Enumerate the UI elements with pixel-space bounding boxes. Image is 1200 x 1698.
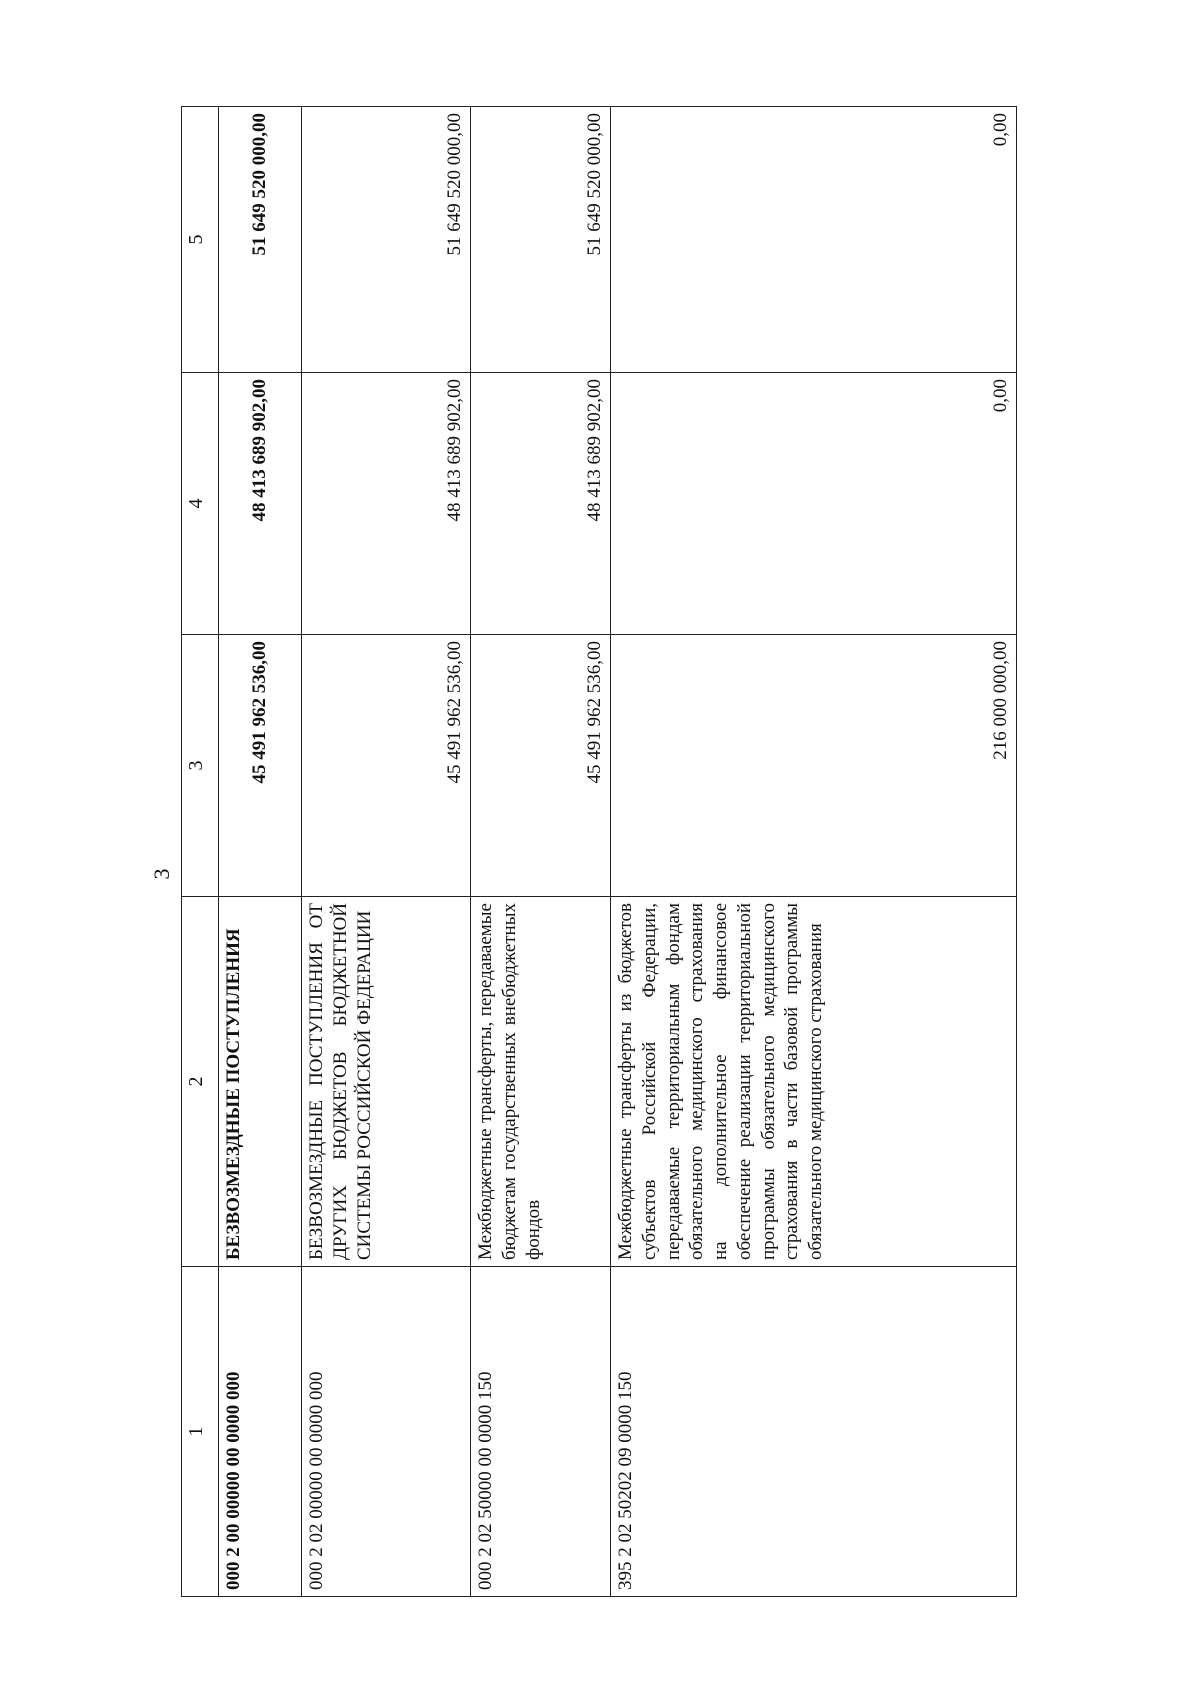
- row-amount-col4: 48 413 689 902,00: [471, 373, 611, 635]
- row-name: Межбюджетные трансферты, передаваемые бюджетам государственных внебюджетных фондов: [471, 897, 611, 1267]
- budget-table: [181, 106, 1017, 1597]
- row-amount-col3: 216 000 000,00: [611, 635, 1017, 897]
- row-amount-col5: 0,00: [611, 107, 1017, 373]
- column-header: 3: [182, 635, 219, 897]
- page-number: 3: [149, 868, 174, 880]
- table-row: [471, 107, 611, 1597]
- row-code: 000 2 02 50000 00 0000 150: [471, 1267, 611, 1597]
- row-amount-col4: 48 413 689 902,00: [302, 373, 471, 635]
- table-row: [219, 107, 302, 1597]
- column-header: 4: [182, 373, 219, 635]
- table-header-row: [182, 107, 219, 1597]
- column-header: 2: [182, 897, 219, 1267]
- row-code: 000 2 00 00000 00 0000 000: [219, 1267, 302, 1597]
- row-name: БЕЗВОЗМЕЗДНЫЕ ПОСТУПЛЕНИЯ: [219, 897, 302, 1267]
- table-row: [302, 107, 471, 1597]
- row-amount-col3: 45 491 962 536,00: [302, 635, 471, 897]
- row-amount-col4: 0,00: [611, 373, 1017, 635]
- row-amount-col5: 51 649 520 000,00: [471, 107, 611, 373]
- row-amount-col4: 48 413 689 902,00: [219, 373, 302, 635]
- row-name: БЕЗВОЗМЕЗДНЫЕ ПОСТУПЛЕНИЯ ОТ ДРУГИХ БЮДЖЕТОВ БЮДЖЕТНОЙ СИСТЕМЫ РОССИЙСКОЙ ФЕДЕРАЦИИ: [302, 897, 471, 1267]
- row-amount-col3: 45 491 962 536,00: [219, 635, 302, 897]
- row-amount-col5: 51 649 520 000,00: [219, 107, 302, 373]
- table-row: [611, 107, 1017, 1597]
- row-code: 395 2 02 50202 09 0000 150: [611, 1267, 1017, 1597]
- column-header: 5: [182, 107, 219, 373]
- row-code: 000 2 02 00000 00 0000 000: [302, 1267, 471, 1597]
- column-header: 1: [182, 1267, 219, 1597]
- budget-table-wrapper: [181, 107, 1017, 1597]
- row-name: Межбюджетные трансферты из бюджетов субъектов Российской Федерации, передаваемые территориальным фондам обязательного медицинского страхования на дополнительное финансовое обеспечение реализации территориальной программы обязательного медицинского страхования в части базовой программы обязательного медицинского страхования: [611, 897, 1017, 1267]
- row-amount-col5: 51 649 520 000,00: [302, 107, 471, 373]
- row-amount-col3: 45 491 962 536,00: [471, 635, 611, 897]
